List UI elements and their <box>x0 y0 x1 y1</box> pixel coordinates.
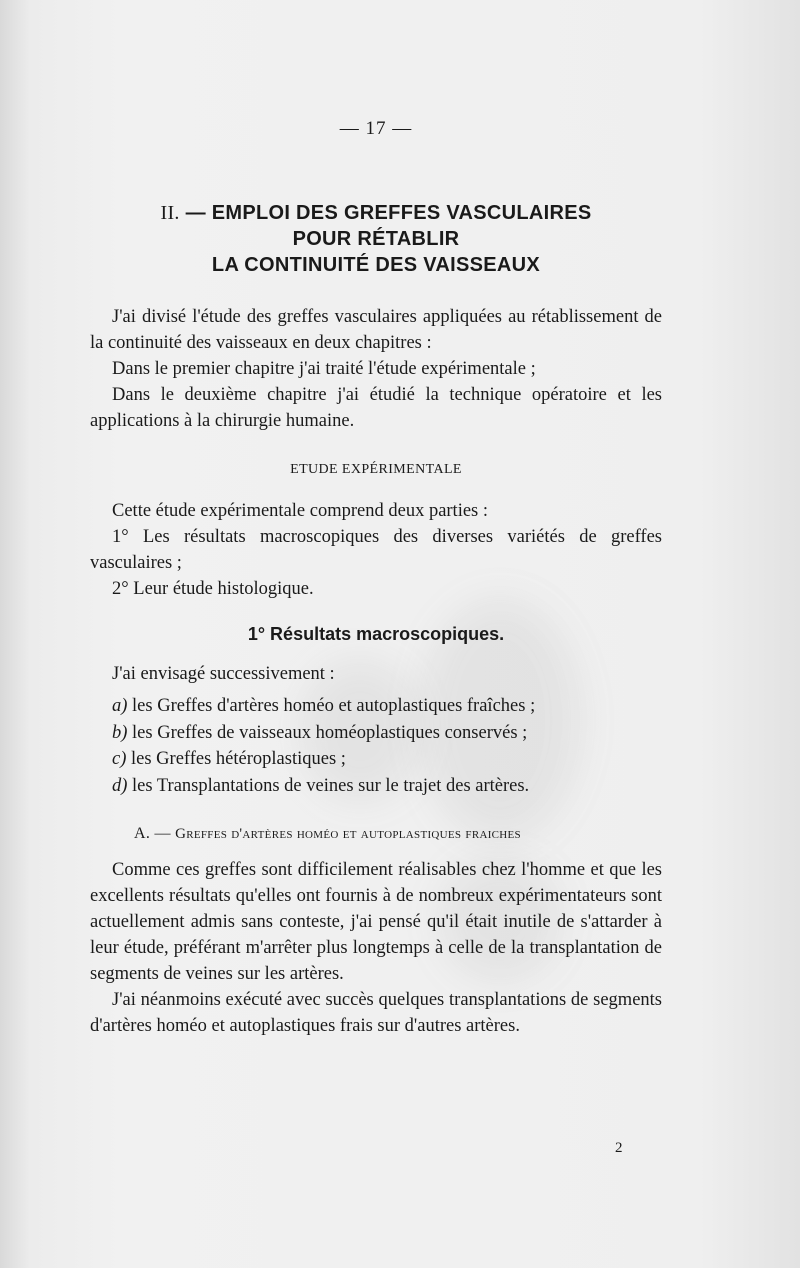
list-item <box>90 720 662 747</box>
resultats-list <box>90 693 662 799</box>
section-title <box>90 200 662 278</box>
section-title-line3: LA CONTINUITÉ DES VAISSEAUX <box>211 254 541 276</box>
etude-heading: ETUDE EXPÉRIMENTALE <box>290 462 462 477</box>
section-roman: II. <box>160 202 180 224</box>
intro-paragraph-1: J'ai divisé l'étude des greffes vasculaires appliquées au rétablissement de la continuité des vaisseaux en deux chapitres : <box>90 307 662 353</box>
section-title-line1 <box>90 200 662 226</box>
page-number: — 17 — <box>339 118 413 139</box>
list-item-letter: a) <box>112 696 128 716</box>
list-item-text: les Greffes hétéroplastiques ; <box>131 749 346 769</box>
section-title-line2: POUR RÉTABLIR <box>292 228 460 250</box>
list-item-text: les Greffes de vaisseaux homéoplastiques conservés ; <box>132 722 528 743</box>
page-content <box>90 118 662 1039</box>
part-a-prefix: A. — <box>134 825 171 842</box>
resultats-heading: 1° Résultats macroscopiques. <box>247 624 505 644</box>
part-a-title: Greffes d'artères homéo et autoplastiques fraiches <box>175 826 521 842</box>
part-a-heading <box>134 825 662 843</box>
part-a-paragraph-2: J'ai néanmoins exécuté avec succès quelques transplantations de segments d'artères homéo et autoplastiques frais sur d'autres artères. <box>90 990 662 1036</box>
intro-paragraph-2: Dans le premier chapitre j'ai traité l'étude expérimentale ; <box>112 359 536 379</box>
part-a-paragraph-1: Comme ces greffes sont difficilement réalisables chez l'homme et que les excellents résultats qu'elles ont fournis à de nombreux expérimentateurs sont actuellement admis sans conteste, j'ai pensé qu'il était inutile de s'attarder à leur étude, préférant m'arrêter plus longtemps à celle de la transplantation de segments de veines sur les artères. <box>90 860 662 984</box>
list-item-letter: d) <box>112 775 128 796</box>
list-item-text: les Transplantations de veines sur le trajet des artères. <box>132 775 530 796</box>
etude-paragraph-2: 1° Les résultats macroscopiques des diverses variétés de greffes vasculaires ; <box>90 527 662 573</box>
list-item <box>90 773 662 800</box>
list-item <box>90 746 662 773</box>
etude-paragraph-1: Cette étude expérimentale comprend deux parties : <box>112 501 489 521</box>
list-item-text: les Greffes d'artères homéo et autoplastiques fraîches ; <box>132 696 536 716</box>
section-title-text1: — EMPLOI DES GREFFES VASCULAIRES <box>185 202 592 224</box>
intro-paragraph-3: Dans le deuxième chapitre j'ai étudié la technique opératoire et les applications à la chirurgie humaine. <box>90 385 662 431</box>
etude-paragraph-3: 2° Leur étude histologique. <box>112 579 314 599</box>
list-item-letter: c) <box>112 749 127 769</box>
resultats-intro: J'ai envisagé successivement : <box>112 664 335 684</box>
list-item <box>90 693 662 720</box>
signature-number: 2 <box>615 1140 623 1156</box>
list-item-letter: b) <box>112 722 128 743</box>
